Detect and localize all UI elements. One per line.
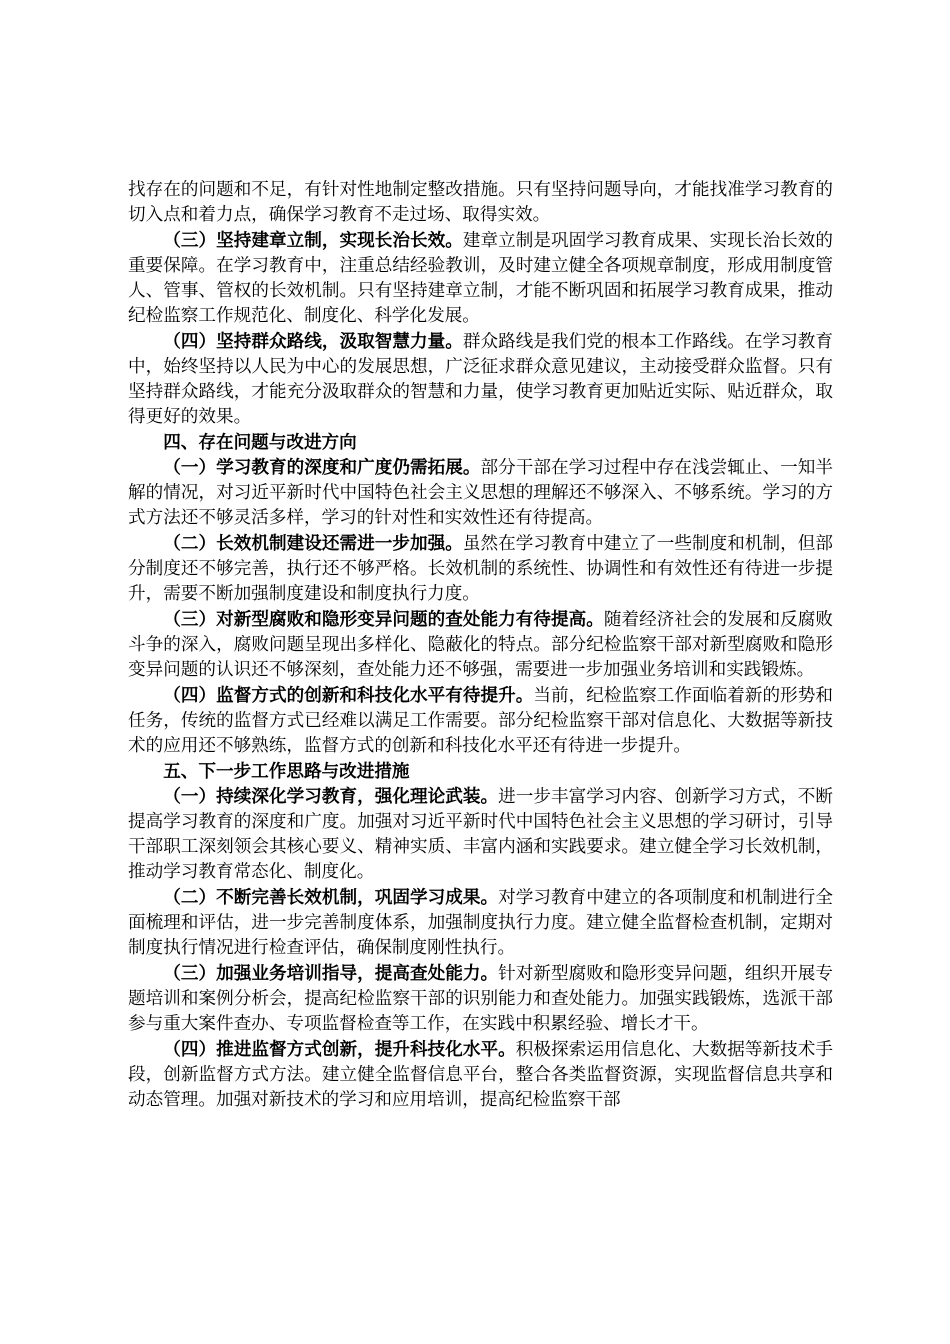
paragraph-text: 群众路线是我们党的根本工作路线。在学习教育中，始终坚持以人民为中心的发展思想，广泛征求群众意见建议，主动接受群众监督。只有坚持群众路线，才能充分汲取群众的智慧和力量，使学习教育更加贴近实际、贴近群众，取得更好的效果。 bbox=[128, 332, 833, 427]
paragraph-text: 找存在的问题和不足，有针对性地制定整改措施。只有坚持问题导向，才能找准学习教育的切入点和着力点，确保学习教育不走过场、取得实效。 bbox=[128, 180, 833, 225]
paragraph-text: 进一步丰富学习内容、创新学习方式，不断提高学习教育的深度和广度。加强对习近平新时代中国特色社会主义思想的学习研讨，引导干部职工深刻领会其核心要义、精神实质、丰富内涵和实践要求。建立健全学习长效机制，推动学习教育常态化、制度化。 bbox=[128, 787, 833, 882]
paragraph-lead: （三）坚持建章立制，实现长治长效。 bbox=[163, 230, 463, 251]
paragraph-lead: （二）不断完善长效机制，巩固学习成果。 bbox=[163, 887, 499, 908]
paragraph-lead: （一）持续深化学习教育，强化理论武装。 bbox=[163, 786, 499, 807]
section-heading: 五、下一步工作思路与改进措施 bbox=[163, 761, 410, 782]
paragraph-item bbox=[128, 329, 833, 430]
paragraph-item bbox=[128, 228, 833, 329]
paragraph-continuation bbox=[128, 178, 833, 228]
paragraph-text: 对学习教育中建立的各项制度和机制进行全面梳理和评估，进一步完善制度体系，加强制度执行力度。建立健全监督检查机制，定期对制度执行情况进行检查评估，确保制度刚性执行。 bbox=[128, 888, 833, 958]
paragraph-item bbox=[128, 455, 833, 531]
paragraph-lead: （三）对新型腐败和隐形变异问题的查处能力有待提高。 bbox=[163, 609, 604, 630]
document-page bbox=[128, 178, 833, 1113]
paragraph-text: 积极探索运用信息化、大数据等新技术手段，创新监督方式方法。建立健全监督信息平台，整合各类监督资源，实现监督信息共享和动态管理。加强对新技术的学习和应用培训，提高纪检监察干部 bbox=[128, 1040, 833, 1110]
paragraph-text: 虽然在学习教育中建立了一些制度和机制，但部分制度还不够完善，执行还不够严格。长效机制的系统性、协调性和有效性还有待进一步提升，需要不断加强制度建设和制度执行力度。 bbox=[128, 534, 833, 604]
paragraph-text: 针对新型腐败和隐形变异问题，组织开展专题培训和案例分析会，提高纪检监察干部的识别能力和查处能力。加强实践锻炼，选派干部参与重大案件查办、专项监督检查等工作，在实践中积累经验、增长才干。 bbox=[128, 964, 833, 1034]
paragraph-item bbox=[128, 784, 833, 885]
paragraph-item bbox=[128, 961, 833, 1037]
paragraph-lead: （一）学习教育的深度和广度仍需拓展。 bbox=[163, 457, 481, 478]
paragraph-text: 部分干部在学习过程中存在浅尝辄止、一知半解的情况，对习近平新时代中国特色社会主义思想的理解还不够深入、不够系统。学习的方式方法还不够灵活多样，学习的针对性和实效性还有待提高。 bbox=[128, 458, 833, 528]
paragraph-item bbox=[128, 683, 833, 759]
section-heading: 四、存在问题与改进方向 bbox=[163, 432, 357, 453]
paragraph-text: 建章立制是巩固学习教育成果、实现长治长效的重要保障。在学习教育中，注重总结经验教训，及时建立健全各项规章制度，形成用制度管人、管事、管权的长效机制。只有坚持建章立制，才能不断巩固和拓展学习教育成果，推动纪检监察工作规范化、制度化、科学化发展。 bbox=[128, 231, 833, 326]
paragraph-lead: （四）监督方式的创新和科技化水平有待提升。 bbox=[163, 685, 534, 706]
paragraph-lead: （四）推进监督方式创新，提升科技化水平。 bbox=[163, 1039, 516, 1060]
paragraph-item bbox=[128, 607, 833, 683]
paragraph-lead: （二）长效机制建设还需进一步加强。 bbox=[163, 533, 463, 554]
paragraph-text: 随着经济社会的发展和反腐败斗争的深入，腐败问题呈现出多样化、隐蔽化的特点。部分纪检监察干部对新型腐败和隐形变异问题的认识还不够深刻，查处能力还不够强，需要进一步加强业务培训和实践锻炼。 bbox=[128, 610, 833, 680]
paragraph-item bbox=[128, 1037, 833, 1113]
paragraph-text: 当前，纪检监察工作面临着新的形势和任务，传统的监督方式已经难以满足工作需要。部分纪检监察干部对信息化、大数据等新技术的应用还不够熟练，监督方式的创新和科技化水平还有待进一步提升。 bbox=[128, 686, 833, 756]
paragraph-item bbox=[128, 885, 833, 961]
paragraph-item bbox=[128, 531, 833, 607]
paragraph-lead: （三）加强业务培训指导，提高查处能力。 bbox=[163, 963, 499, 984]
paragraph-lead: （四）坚持群众路线，汲取智慧力量。 bbox=[163, 331, 463, 352]
